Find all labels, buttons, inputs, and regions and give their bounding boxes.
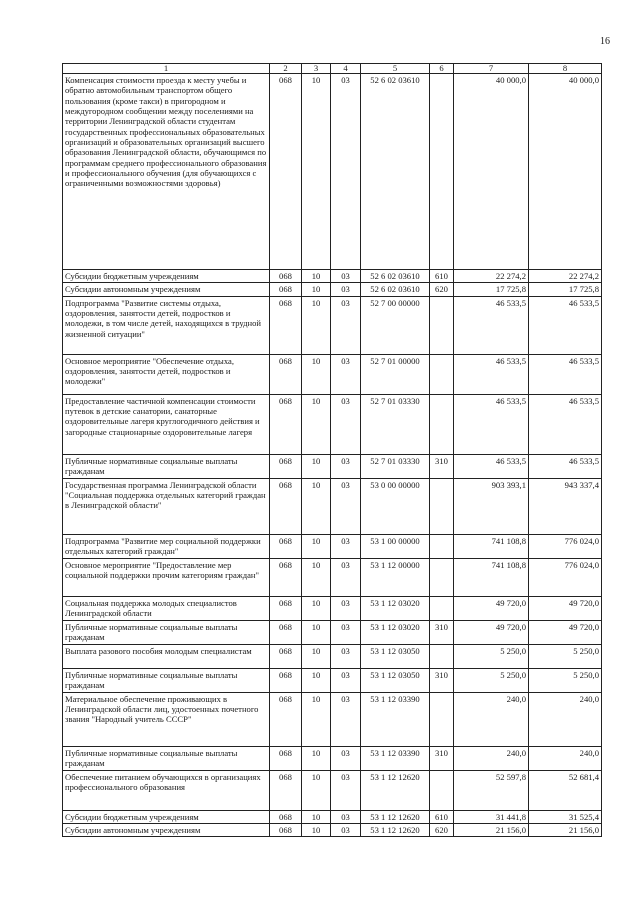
row-target-article: 53 1 12 03050 — [361, 644, 430, 668]
row-ministry-code: 068 — [270, 478, 302, 534]
row-expense-type — [430, 644, 454, 668]
table-row — [63, 558, 602, 596]
row-subsection: 03 — [331, 296, 361, 354]
row-section: 10 — [302, 283, 331, 296]
row-name: Субсидии бюджетным учреждениям — [63, 270, 270, 283]
row-expense-type: 310 — [430, 746, 454, 770]
row-amount-year2: 46 533,5 — [529, 394, 602, 454]
header-cell: 2 — [270, 64, 302, 74]
row-name: Публичные нормативные социальные выплаты гражданам — [63, 746, 270, 770]
row-expense-type: 620 — [430, 283, 454, 296]
row-amount-year1: 903 393,1 — [454, 478, 529, 534]
row-subsection: 03 — [331, 746, 361, 770]
row-expense-type: 310 — [430, 668, 454, 692]
row-subsection: 03 — [331, 810, 361, 823]
header-cell: 3 — [302, 64, 331, 74]
row-section: 10 — [302, 692, 331, 746]
row-ministry-code: 068 — [270, 810, 302, 823]
row-ministry-code: 068 — [270, 558, 302, 596]
row-name: Публичные нормативные социальные выплаты гражданам — [63, 668, 270, 692]
row-name: Публичные нормативные социальные выплаты гражданам — [63, 454, 270, 478]
row-expense-type — [430, 534, 454, 558]
row-section: 10 — [302, 270, 331, 283]
row-section: 10 — [302, 394, 331, 454]
table-row — [63, 692, 602, 746]
row-target-article: 53 1 12 03050 — [361, 668, 430, 692]
header-cell: 1 — [63, 64, 270, 74]
row-subsection: 03 — [331, 283, 361, 296]
row-section: 10 — [302, 478, 331, 534]
row-section: 10 — [302, 296, 331, 354]
row-subsection: 03 — [331, 394, 361, 454]
row-subsection: 03 — [331, 596, 361, 620]
row-amount-year1: 5 250,0 — [454, 668, 529, 692]
row-section: 10 — [302, 823, 331, 836]
row-amount-year1: 31 441,8 — [454, 810, 529, 823]
table-row — [63, 823, 602, 836]
table-row — [63, 668, 602, 692]
row-subsection: 03 — [331, 620, 361, 644]
row-target-article: 52 6 02 03610 — [361, 283, 430, 296]
row-amount-year2: 46 533,5 — [529, 296, 602, 354]
row-subsection: 03 — [331, 558, 361, 596]
row-expense-type — [430, 478, 454, 534]
row-amount-year2: 52 681,4 — [529, 770, 602, 810]
row-target-article: 53 1 12 03390 — [361, 692, 430, 746]
header-cell: 7 — [454, 64, 529, 74]
table-row — [63, 534, 602, 558]
table-row — [63, 454, 602, 478]
row-target-article: 53 1 12 03020 — [361, 596, 430, 620]
row-amount-year1: 240,0 — [454, 692, 529, 746]
row-amount-year2: 46 533,5 — [529, 454, 602, 478]
table-row — [63, 394, 602, 454]
table-row — [63, 770, 602, 810]
row-amount-year2: 22 274,2 — [529, 270, 602, 283]
row-ministry-code: 068 — [270, 668, 302, 692]
row-target-article: 52 6 02 03610 — [361, 74, 430, 270]
row-subsection: 03 — [331, 454, 361, 478]
row-section: 10 — [302, 668, 331, 692]
row-amount-year1: 52 597,8 — [454, 770, 529, 810]
row-amount-year2: 21 156,0 — [529, 823, 602, 836]
header-cell: 6 — [430, 64, 454, 74]
row-target-article: 53 1 12 00000 — [361, 558, 430, 596]
row-amount-year2: 46 533,5 — [529, 354, 602, 394]
row-amount-year1: 49 720,0 — [454, 620, 529, 644]
row-name: Основное мероприятие "Обеспечение отдыха, оздоровления, занятости детей, подростков и молодежи" — [63, 354, 270, 394]
row-amount-year2: 40 000,0 — [529, 74, 602, 270]
row-subsection: 03 — [331, 74, 361, 270]
row-ministry-code: 068 — [270, 394, 302, 454]
row-ministry-code: 068 — [270, 596, 302, 620]
row-name: Компенсация стоимости проезда к месту учебы и обратно автомобильным транспортом общего пользования (кроме такси) в пригородном и междугородном сообщении между поселениями на территории Ленинградской области студентам государственных профессиональных образовательных организаций и образовательных организаций высшего образования Ленинградской области, обучающимся по программам среднего профессионального образования и профессионального обучения (для обучающихся с ограниченными возможностями здоровья) — [63, 74, 270, 270]
row-amount-year2: 240,0 — [529, 746, 602, 770]
row-amount-year1: 240,0 — [454, 746, 529, 770]
table-row — [63, 74, 602, 270]
row-section: 10 — [302, 74, 331, 270]
row-ministry-code: 068 — [270, 74, 302, 270]
row-target-article: 52 7 01 03330 — [361, 394, 430, 454]
row-ministry-code: 068 — [270, 692, 302, 746]
row-amount-year1: 741 108,8 — [454, 534, 529, 558]
row-amount-year1: 40 000,0 — [454, 74, 529, 270]
row-amount-year1: 46 533,5 — [454, 296, 529, 354]
row-amount-year1: 46 533,5 — [454, 354, 529, 394]
row-name: Публичные нормативные социальные выплаты гражданам — [63, 620, 270, 644]
row-section: 10 — [302, 354, 331, 394]
row-section: 10 — [302, 746, 331, 770]
row-expense-type — [430, 296, 454, 354]
row-name: Субсидии автономным учреждениям — [63, 823, 270, 836]
row-subsection: 03 — [331, 644, 361, 668]
row-ministry-code: 068 — [270, 283, 302, 296]
row-target-article: 53 1 12 03390 — [361, 746, 430, 770]
row-section: 10 — [302, 558, 331, 596]
row-target-article: 52 7 01 03330 — [361, 454, 430, 478]
budget-table — [62, 63, 602, 837]
row-subsection: 03 — [331, 534, 361, 558]
header-cell: 8 — [529, 64, 602, 74]
row-name: Государственная программа Ленинградской области "Социальная поддержка отдельных категорий граждан в Ленинградской области" — [63, 478, 270, 534]
row-name: Субсидии бюджетным учреждениям — [63, 810, 270, 823]
table-row — [63, 296, 602, 354]
table-row — [63, 478, 602, 534]
row-subsection: 03 — [331, 692, 361, 746]
row-target-article: 53 1 12 12620 — [361, 823, 430, 836]
row-section: 10 — [302, 810, 331, 823]
row-target-article: 53 1 00 00000 — [361, 534, 430, 558]
row-amount-year1: 22 274,2 — [454, 270, 529, 283]
row-expense-type — [430, 354, 454, 394]
row-name: Выплата разового пособия молодым специалистам — [63, 644, 270, 668]
page-number: 16 — [600, 36, 610, 47]
row-amount-year2: 49 720,0 — [529, 620, 602, 644]
row-name: Основное мероприятие "Предоставление мер социальной поддержки прочим категориям граждан" — [63, 558, 270, 596]
row-expense-type — [430, 394, 454, 454]
row-ministry-code: 068 — [270, 534, 302, 558]
row-ministry-code: 068 — [270, 454, 302, 478]
table-row — [63, 810, 602, 823]
row-amount-year1: 46 533,5 — [454, 454, 529, 478]
row-amount-year2: 49 720,0 — [529, 596, 602, 620]
row-amount-year1: 21 156,0 — [454, 823, 529, 836]
row-expense-type: 610 — [430, 810, 454, 823]
row-amount-year2: 17 725,8 — [529, 283, 602, 296]
row-expense-type — [430, 558, 454, 596]
row-section: 10 — [302, 596, 331, 620]
row-subsection: 03 — [331, 478, 361, 534]
row-ministry-code: 068 — [270, 644, 302, 668]
row-ministry-code: 068 — [270, 620, 302, 644]
row-name: Материальное обеспечение проживающих в Ленинградской области лиц, удостоенных почетного звания "Народный учитель СССР" — [63, 692, 270, 746]
row-expense-type: 310 — [430, 620, 454, 644]
row-amount-year1: 49 720,0 — [454, 596, 529, 620]
row-ministry-code: 068 — [270, 746, 302, 770]
row-name: Предоставление частичной компенсации стоимости путевок в детские санатории, санаторные оздоровительные лагеря круглогодичного действия и загородные стационарные оздоровительные лагеря — [63, 394, 270, 454]
row-ministry-code: 068 — [270, 296, 302, 354]
table-row — [63, 620, 602, 644]
row-expense-type — [430, 74, 454, 270]
row-amount-year2: 5 250,0 — [529, 668, 602, 692]
table-row — [63, 596, 602, 620]
row-amount-year2: 5 250,0 — [529, 644, 602, 668]
row-ministry-code: 068 — [270, 354, 302, 394]
row-subsection: 03 — [331, 823, 361, 836]
table-row — [63, 644, 602, 668]
row-expense-type: 610 — [430, 270, 454, 283]
row-amount-year2: 776 024,0 — [529, 534, 602, 558]
row-section: 10 — [302, 534, 331, 558]
row-amount-year1: 46 533,5 — [454, 394, 529, 454]
row-amount-year1: 17 725,8 — [454, 283, 529, 296]
row-target-article: 53 1 12 12620 — [361, 770, 430, 810]
row-section: 10 — [302, 620, 331, 644]
row-expense-type — [430, 692, 454, 746]
row-expense-type: 620 — [430, 823, 454, 836]
row-amount-year2: 943 337,4 — [529, 478, 602, 534]
table-row — [63, 746, 602, 770]
row-subsection: 03 — [331, 270, 361, 283]
row-target-article: 53 0 00 00000 — [361, 478, 430, 534]
row-expense-type — [430, 770, 454, 810]
row-amount-year2: 31 525,4 — [529, 810, 602, 823]
row-name: Подпрограмма "Развитие системы отдыха, оздоровления, занятости детей, подростков и молодежи, в том числе детей, находящихся в трудной жизненной ситуации" — [63, 296, 270, 354]
row-amount-year1: 741 108,8 — [454, 558, 529, 596]
header-cell: 5 — [361, 64, 430, 74]
row-amount-year1: 5 250,0 — [454, 644, 529, 668]
row-ministry-code: 068 — [270, 823, 302, 836]
row-name: Социальная поддержка молодых специалистов Ленинградской области — [63, 596, 270, 620]
row-target-article: 52 6 02 03610 — [361, 270, 430, 283]
row-target-article: 53 1 12 12620 — [361, 810, 430, 823]
row-subsection: 03 — [331, 354, 361, 394]
table-row — [63, 270, 602, 283]
row-amount-year2: 776 024,0 — [529, 558, 602, 596]
header-cell: 4 — [331, 64, 361, 74]
row-name: Субсидии автономным учреждениям — [63, 283, 270, 296]
row-amount-year2: 240,0 — [529, 692, 602, 746]
table-row — [63, 283, 602, 296]
row-subsection: 03 — [331, 668, 361, 692]
row-target-article: 53 1 12 03020 — [361, 620, 430, 644]
row-section: 10 — [302, 770, 331, 810]
table-header-row — [63, 64, 602, 74]
row-target-article: 52 7 00 00000 — [361, 296, 430, 354]
row-subsection: 03 — [331, 770, 361, 810]
table-row — [63, 354, 602, 394]
row-name: Подпрограмма "Развитие мер социальной поддержки отдельных категорий граждан" — [63, 534, 270, 558]
row-section: 10 — [302, 644, 331, 668]
row-name: Обеспечение питанием обучающихся в организациях профессионального образования — [63, 770, 270, 810]
row-ministry-code: 068 — [270, 770, 302, 810]
row-section: 10 — [302, 454, 331, 478]
row-expense-type: 310 — [430, 454, 454, 478]
row-target-article: 52 7 01 00000 — [361, 354, 430, 394]
row-ministry-code: 068 — [270, 270, 302, 283]
row-expense-type — [430, 596, 454, 620]
